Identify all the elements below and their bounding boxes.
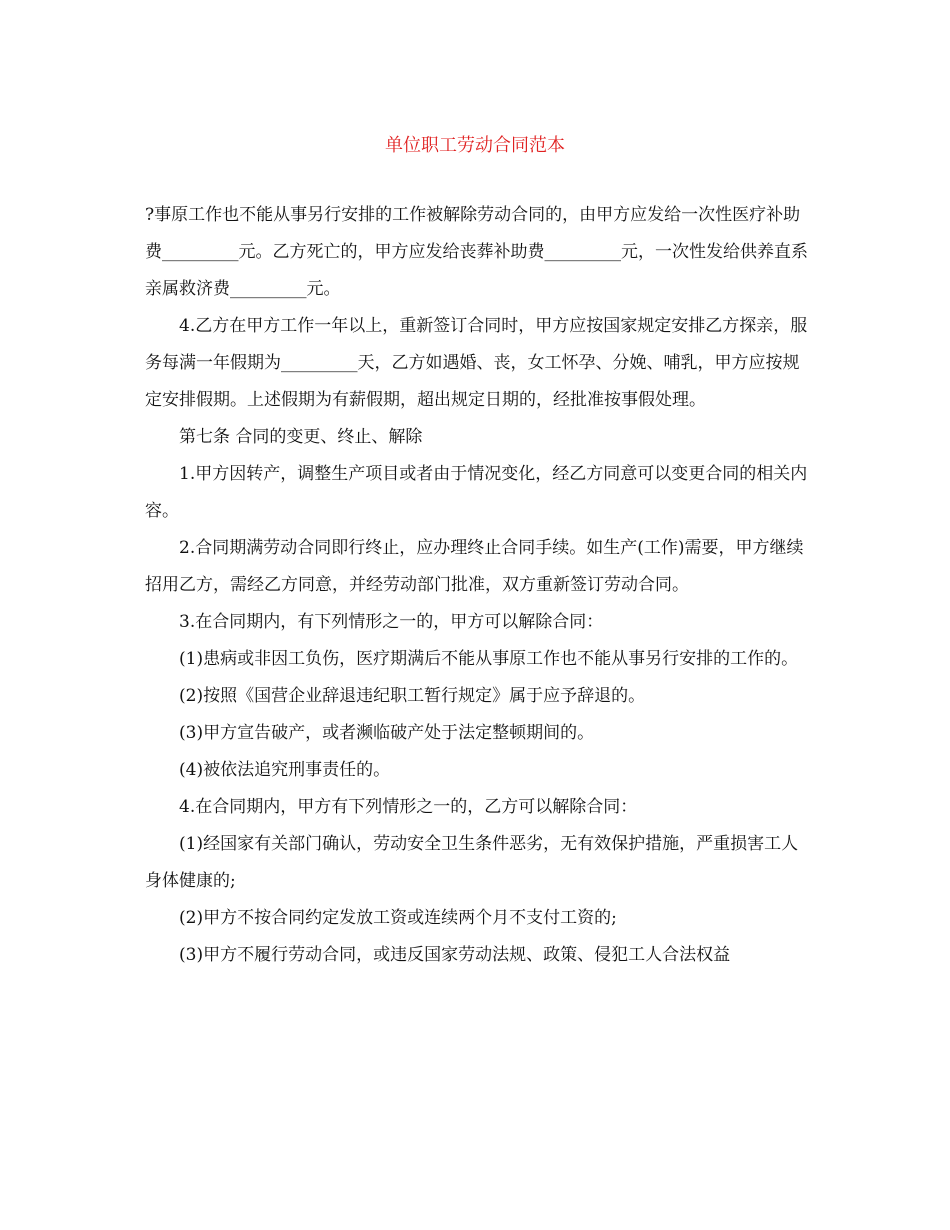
section-heading-article-7: 第七条 合同的变更、终止、解除 [179, 427, 423, 447]
paragraph-8: (2)按照《国营企业辞退违纪职工暂行规定》属于应予辞退的。 [179, 686, 646, 706]
document-title: 单位职工劳动合同范本 [385, 135, 565, 156]
paragraph-10: (4)被依法追究刑事责任的。 [179, 760, 391, 780]
paragraph-2: 4.乙方在甲方工作一年以上，重新签订合同时，甲方应按国家规定安排乙方探亲，服务每满一年假期为_________天，乙方如遇婚、丧，女工怀孕、分娩、哺乳，甲方应按规定安排假期。上述假期为有薪假期，超出规定日期的，经批准按事假处理。 [145, 316, 808, 410]
document-body [145, 197, 811, 974]
paragraph-9: (3)甲方宣告破产，或者濒临破产处于法定整顿期间的。 [179, 723, 595, 743]
paragraph-4: 1.甲方因转产，调整生产项目或者由于情况变化，经乙方同意可以变更合同的相关内容。 [145, 464, 808, 521]
paragraph-13: (2)甲方不按合同约定发放工资或连续两个月不支付工资的; [179, 908, 617, 928]
paragraph-12: (1)经国家有关部门确认，劳动安全卫生条件恶劣，无有效保护措施，严重损害工人身体健康的; [145, 834, 799, 891]
paragraph-7: (1)患病或非因工负伤，医疗期满后不能从事原工作也不能从事另行安排的工作的。 [179, 649, 799, 669]
paragraph-14: (3)甲方不履行劳动合同，或违反国家劳动法规、政策、侵犯工人合法权益 [179, 945, 731, 965]
paragraph-11: 4.在合同期内，甲方有下列情形之一的，乙方可以解除合同： [179, 797, 638, 817]
paragraph-5: 2.合同期满劳动合同即行终止，应办理终止合同手续。如生产(工作)需要，甲方继续招用乙方，需经乙方同意，并经劳动部门批准，双方重新签订劳动合同。 [145, 538, 804, 595]
paragraph-6: 3.在合同期内，有下列情形之一的，甲方可以解除合同： [179, 612, 604, 632]
paragraph-1: ?事原工作也不能从事另行安排的工作被解除劳动合同的，由甲方应发给一次性医疗补助费_________元。乙方死亡的，甲方应发给丧葬补助费_________元，一次性发给供养直系亲属救济费_________元。 [145, 205, 808, 299]
